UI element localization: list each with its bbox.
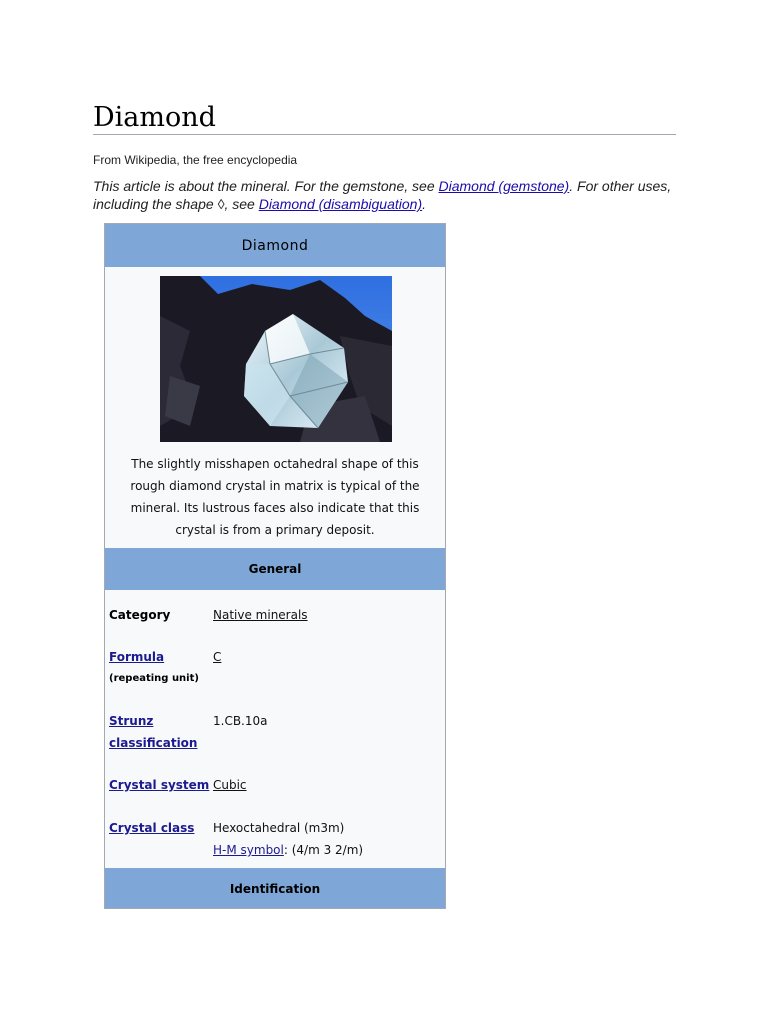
site-tagline: From Wikipedia, the free encyclopedia <box>93 153 298 167</box>
category-value-link[interactable]: Native minerals <box>213 608 308 622</box>
hatnote-text-3: . <box>422 196 427 212</box>
strunz-label-link-1[interactable]: Strunz <box>109 714 154 728</box>
hatnote <box>93 177 678 213</box>
section-header-general: General <box>105 548 445 590</box>
section-header-identification: Identification <box>105 868 445 909</box>
image-caption: The slightly misshapen octahedral shape of this rough diamond crystal in matrix is typical of the mineral. Its lustrous faces also indicate that this crystal is from a primary deposit. <box>130 457 420 537</box>
disambiguation-link[interactable]: Diamond (disambiguation) <box>258 196 423 212</box>
hatnote-text-1: This article is about the mineral. For the gemstone, see <box>93 178 439 194</box>
formula-value-link[interactable]: C <box>213 650 222 664</box>
infobox-title: Diamond <box>105 224 445 267</box>
crystal-system-value-link[interactable]: Cubic <box>213 778 247 792</box>
infobox <box>104 223 446 909</box>
category-label: Category <box>109 608 171 622</box>
strunz-value: 1.CB.10a <box>213 714 268 728</box>
page-title: Diamond <box>93 102 216 133</box>
diamond-crystal-image[interactable] <box>160 276 392 442</box>
hm-symbol-link[interactable]: H-M symbol <box>213 843 284 857</box>
crystal-class-label-link[interactable]: Crystal class <box>109 821 195 835</box>
title-divider <box>93 134 676 135</box>
strunz-label-link-2[interactable]: classification <box>109 736 198 750</box>
gemstone-link[interactable]: Diamond (gemstone) <box>438 178 570 194</box>
crystal-system-label-link[interactable]: Crystal system <box>109 778 210 792</box>
formula-sublabel: (repeating unit) <box>109 673 199 684</box>
hm-symbol-value: : (4/m 3 2/m) <box>283 843 364 857</box>
formula-label-link[interactable]: Formula <box>109 650 165 664</box>
crystal-class-value: Hexoctahedral (m3m) <box>213 821 345 835</box>
hm-symbol-row <box>213 839 363 861</box>
diamond-crystal-illustration <box>160 276 392 442</box>
hatnote-text-2: . For other uses, including the shape ◊, see <box>93 178 672 212</box>
